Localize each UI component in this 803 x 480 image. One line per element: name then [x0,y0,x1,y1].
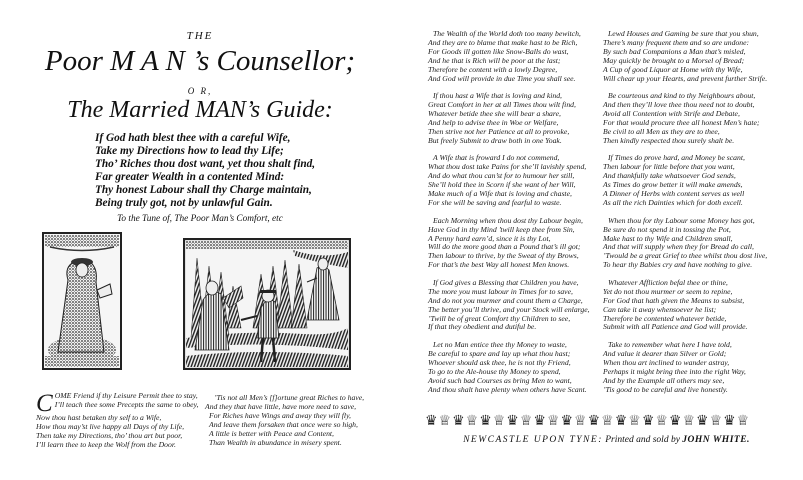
verse-line: There’s many frequent them and so are undone: [603,37,750,47]
tune-name: The Poor Man’s Comfort, etc [174,214,283,224]
verse-line: As Times do grow better it will make amends, [603,180,743,190]
verse-line: ’Twill be of great Comfort thy Children to see, [428,313,571,323]
verse-line: And help to advise thee in Woe or Welfare, [428,117,559,127]
opening-stanza-col1 [36,390,199,450]
stanza [603,92,767,145]
verse-line: Then kindly respected thou surely shalt be. [603,135,735,145]
crown-ornament-row [425,413,750,430]
imprint-text: Printed and sold by [605,435,680,445]
verse-line: For she will be saving and fearful to waste. [428,198,562,207]
verse-line: And do what thou can’st for to humour her still, [428,171,575,181]
verse-line: For God that hath given the Means to subsist, [603,295,745,305]
stanza [428,279,590,332]
verse-line: Therefore be contented whatever betide, [603,313,727,323]
opening-stanza-col2 [205,394,364,447]
verse-line: Make much of a Wife that is loving and chaste, [428,189,572,199]
verse-line: Avoid such bad Courses as bring Men to want, [428,375,572,385]
verse-line: And then they’ll love thee thou need not to doubt, [603,100,755,110]
verse-line: For that would procure thee all honest Men’s hate; [603,117,760,127]
verse-line: Whatever Affliction befal thee or thine, [608,277,728,287]
intro-line: If God hath blest thee with a careful Wife, [95,132,291,144]
verse-line: What thou dost take Pains for she’ll lavishly spend, [428,162,587,172]
woodcut-standing-figure-icon [42,232,122,370]
verse-line: Then strive not her Patience at all to provoke, [428,126,570,136]
intro-verse [95,132,315,211]
verse-line: Than Wealth in abundance in misery spent. [209,437,342,447]
verse-line: The better you’ll thrive, and your Stock will enlarge, [428,304,590,314]
verse-line: ’Twould be a great Grief to thee whilst thou dost live, [603,251,768,261]
stanza [603,279,767,332]
verse-line: And he that is Rich will be poor at the last; [428,55,561,65]
verse-line: Each Morning when thou dost thy Labour begin, [433,215,583,225]
verse-line: And they that have little, have more need to save, [205,401,357,411]
drop-cap: C [36,390,53,417]
verse-line: Submit with all Patience and God will provide. [603,322,748,332]
verse-line: Take to remember what here I have told, [608,340,732,350]
verse-line: Then take my Directions, tho’ thou art but poor, [36,430,183,440]
verse-line: A Cup of good Liquor at Home with thy Wife, [603,64,743,74]
stanza [428,217,590,270]
verse-line: And by the Example all others may see, [603,375,725,385]
verse-line: ’Tis good to be careful and live honestly. [603,384,728,394]
verse-line: And thankfully take whatsoever God sends, [603,171,736,181]
stanza [603,30,767,83]
verse-line: Will chear up your Hearts, and prevent further Strife. [603,73,768,83]
intro-line: Tho’ Riches thou dost want, yet thou shalt find, [95,158,316,171]
verse-line: Can take it away whensoever he list; [603,304,717,314]
verse-line: The more you must labour in Times for to save, [428,286,573,296]
verse-line: Let no Man entice thee thy Money to waste, [433,340,567,350]
imprint-printer: JOHN WHITE. [682,435,750,445]
verse-line: Whoever should ask thee, he is not thy Friend, [428,357,571,367]
verse-line: Now thou hast betaken thy self to a Wife, [36,413,162,422]
verse-line: Then labour to thrive, by the Sweat of thy Brows, [428,251,579,261]
verse-line: By such bad Companions a Man that’s misled, [603,46,746,56]
subtitle: The Married MAN’s Guide: [67,97,333,123]
verse-line: OME Friend if thy Leisure Permit thee to stay, [54,391,198,400]
intro-line: Take my Directions how to lead thy Life; [95,145,284,158]
verse-line: As all the rich Dainties which for doth excell. [603,198,743,207]
verse-line: Make hast to thy Wife and Children small, [603,233,733,243]
verse-line: Then labour for little before that you want, [603,162,735,172]
verse-line: And leave them forsaken that once were so high, [209,419,358,429]
intro-line: Thy honest Labour shall thy Charge maintain, [95,184,312,197]
stanza [428,92,590,145]
verse-line: Perhaps it might bring thee into the right Way, [603,366,746,376]
verse-line: And they are to blame that make hast to be Rich, [428,37,578,47]
verse-line: When thou for thy Labour some Money has got, [608,215,755,225]
verse-line: She’ll hold thee in Scorn if she want of her Will, [428,180,576,190]
verse-line: For Goods ill gotten like Snow-Balls do wast, [428,46,569,56]
verse-line: Have God in thy Mind ’twill keep thee from Sin, [428,224,575,234]
verse-line: If Times do prove hard, and Money be scant, [608,153,745,163]
verse-line: ’Tis not all Men’s [f]ortune great Riches to have, [214,393,365,402]
stanza [603,341,767,394]
stanza [428,30,590,83]
verse-line: And that will supply when they for Bread do call, [603,242,754,252]
woodcut-courtship-scene-icon [183,238,351,370]
verse-line: When thou art inclined to wander astray, [603,357,730,367]
verse-line: If that they obedient and dutiful be. [428,322,537,332]
main-title: Poor M A N ’s Counsellor; [44,45,356,77]
stanza [428,341,590,394]
verse-line: Be sure do not spend it in tossing the Pot, [603,224,731,234]
verse-line: If thou hast a Wife that is loving and kind, [433,91,562,101]
crown-icon: ♛♕♛♕♛♕♛♕♛♕♛♕♛♕♛♕♛♕♛♕♛♕♛♕ [425,414,751,429]
verse-line: And do not you murmer and count them a Charge, [428,295,583,305]
verse-line: The Wealth of the World doth too many bewitch, [433,29,581,38]
verse-line: I’ll learn thee to keep the Wolf from the Door. [36,439,176,449]
verse-line: If God gives a Blessing that Children you have, [433,277,579,287]
verse-line: A Penny hard earn’d, since it is thy Lot, [428,233,551,243]
verse-line: To go to the Ale-house thy Money to spend, [428,366,561,376]
title-the: THE [186,30,214,42]
verse-line: A Dinner of Herbs with content serves as well [603,189,745,199]
imprint-place: NEWCASTLE UPON TYNE: [463,435,603,445]
verse-line: To hear thy Babies cry and have nothing to give. [603,260,753,270]
title-or: O R, [187,86,213,96]
verse-line: I’ll teach thee some Precepts the same to obey, [54,399,199,409]
verse-line: Great Comfort in her at all Times thou wilt find, [428,100,576,110]
intro-line: Being truly got, not by unlawful Gain. [95,197,273,210]
stanza [603,217,767,270]
middle-verse-column [428,30,590,403]
stanza [428,154,590,207]
verse-line: Yet do not thou murmer or seem to repine, [603,286,733,296]
verse-line: How thou may’st live happy all Days of thy Life, [36,421,185,431]
verse-line: And thou shalt have plenty when others have Scant. [428,384,587,394]
verse-line: Whatever betide thee she will bear a share, [428,109,561,119]
verse-line: Lewd Houses and Gaming be sure that you shun, [608,29,759,38]
verse-line: For that’s the best Way all honest Men knows. [428,260,570,270]
tune-line [0,214,400,224]
tune-prefix: To the Tune of, [117,214,173,224]
intro-line: Far greater Wealth in a contented Mind: [95,171,285,184]
verse-line: A little is better with Peace and Content, [209,428,334,438]
verse-line: Be civil to all Men as they are to thee, [603,126,720,136]
verse-line: But freely Submit to draw both in one Yoak. [428,135,562,145]
verse-line: Be courteous and kind to thy Neighbours about, [608,91,756,101]
verse-line: And value it dearer than Silver or Gold; [603,349,727,359]
verse-line: For Riches have Wings and away they will fly, [209,410,351,420]
verse-line: May quickly be brought to a Morsel of Bread; [603,55,745,65]
right-verse-column [603,30,767,403]
verse-line: Therefore be content with a lowly Degree, [428,64,558,74]
verse-line: Be careful to spare and lay up what thou hast; [428,349,571,359]
verse-line: A Wife that is froward I do not commend, [433,153,560,163]
verse-line: And God will provide in due Time you shall see. [428,73,576,83]
imprint [410,435,803,445]
verse-line: Will do the more good than a Pound that’s ill got; [428,242,581,252]
verse-line: Avoid all Contention with Strife and Debate, [603,109,740,119]
stanza [603,154,767,207]
